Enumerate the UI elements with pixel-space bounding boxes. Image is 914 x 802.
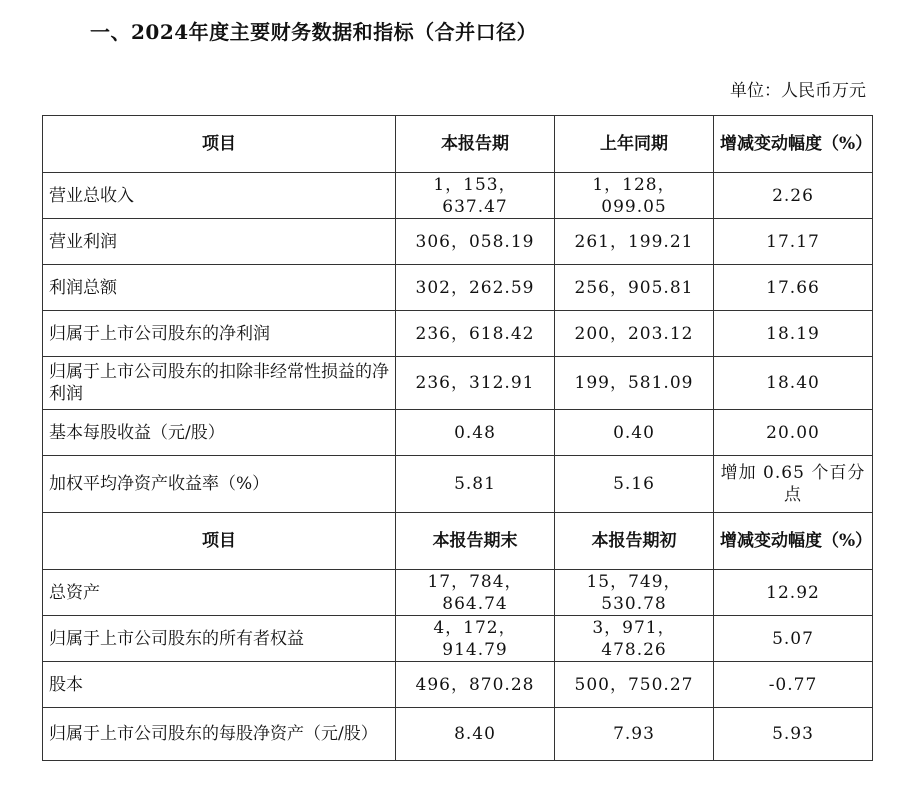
header-prior-period: 上年同期 bbox=[555, 116, 714, 173]
cell-current: 0.48 bbox=[396, 410, 555, 456]
table-row bbox=[43, 708, 873, 761]
table-row bbox=[43, 219, 873, 265]
row-label: 归属于上市公司股东的扣除非经常性损益的净利润 bbox=[43, 357, 396, 410]
cell-current: 5.81 bbox=[396, 456, 555, 513]
table-row bbox=[43, 357, 873, 410]
row-label: 营业总收入 bbox=[43, 173, 396, 219]
cell-current: 1，153，637.47 bbox=[396, 173, 555, 219]
table-row bbox=[43, 265, 873, 311]
row-label: 基本每股收益（元/股） bbox=[43, 410, 396, 456]
table-row bbox=[43, 173, 873, 219]
header-change-pct: 增减变动幅度（%） bbox=[714, 513, 873, 570]
header-period-end: 本报告期末 bbox=[396, 513, 555, 570]
cell-period-start: 7.93 bbox=[555, 708, 714, 761]
header-current-period: 本报告期 bbox=[396, 116, 555, 173]
row-label: 利润总额 bbox=[43, 265, 396, 311]
table-row bbox=[43, 311, 873, 357]
cell-change: 20.00 bbox=[714, 410, 873, 456]
cell-change: 5.07 bbox=[714, 616, 873, 662]
header-item: 项目 bbox=[43, 513, 396, 570]
financial-data-table bbox=[42, 115, 873, 761]
cell-current: 306，058.19 bbox=[396, 219, 555, 265]
page-title: 一、2024年度主要财务数据和指标（合并口径） bbox=[90, 20, 538, 44]
cell-prior: 199，581.09 bbox=[555, 357, 714, 410]
cell-current: 236，312.91 bbox=[396, 357, 555, 410]
cell-period-end: 8.40 bbox=[396, 708, 555, 761]
cell-change: 12.92 bbox=[714, 570, 873, 616]
header-period-start: 本报告期初 bbox=[555, 513, 714, 570]
cell-prior: 5.16 bbox=[555, 456, 714, 513]
cell-change: 18.40 bbox=[714, 357, 873, 410]
row-label: 营业利润 bbox=[43, 219, 396, 265]
cell-period-end: 496，870.28 bbox=[396, 662, 555, 708]
table-header-row bbox=[43, 513, 873, 570]
header-change-pct: 增减变动幅度（%） bbox=[714, 116, 873, 173]
table-row bbox=[43, 662, 873, 708]
cell-prior: 261，199.21 bbox=[555, 219, 714, 265]
row-label: 股本 bbox=[43, 662, 396, 708]
cell-current: 302，262.59 bbox=[396, 265, 555, 311]
header-item: 项目 bbox=[43, 116, 396, 173]
cell-change: 2.26 bbox=[714, 173, 873, 219]
cell-period-start: 3，971，478.26 bbox=[555, 616, 714, 662]
row-label: 归属于上市公司股东的所有者权益 bbox=[43, 616, 396, 662]
cell-period-start: 500，750.27 bbox=[555, 662, 714, 708]
table-row bbox=[43, 456, 873, 513]
cell-period-start: 15，749，530.78 bbox=[555, 570, 714, 616]
cell-change: 17.17 bbox=[714, 219, 873, 265]
row-label: 总资产 bbox=[43, 570, 396, 616]
table-row bbox=[43, 570, 873, 616]
cell-period-end: 17，784，864.74 bbox=[396, 570, 555, 616]
cell-prior: 200，203.12 bbox=[555, 311, 714, 357]
cell-period-end: 4，172，914.79 bbox=[396, 616, 555, 662]
table-row bbox=[43, 616, 873, 662]
table-row bbox=[43, 410, 873, 456]
row-label: 归属于上市公司股东的每股净资产（元/股） bbox=[43, 708, 396, 761]
cell-prior: 256，905.81 bbox=[555, 265, 714, 311]
cell-prior: 0.40 bbox=[555, 410, 714, 456]
row-label: 加权平均净资产收益率（%） bbox=[43, 456, 396, 513]
table-header-row bbox=[43, 116, 873, 173]
cell-current: 236，618.42 bbox=[396, 311, 555, 357]
cell-change: 17.66 bbox=[714, 265, 873, 311]
cell-change: 18.19 bbox=[714, 311, 873, 357]
row-label: 归属于上市公司股东的净利润 bbox=[43, 311, 396, 357]
cell-change: -0.77 bbox=[714, 662, 873, 708]
cell-change: 5.93 bbox=[714, 708, 873, 761]
cell-prior: 1，128，099.05 bbox=[555, 173, 714, 219]
unit-label: 单位：人民币万元 bbox=[730, 81, 866, 101]
cell-change: 增加 0.65 个百分点 bbox=[714, 456, 873, 513]
